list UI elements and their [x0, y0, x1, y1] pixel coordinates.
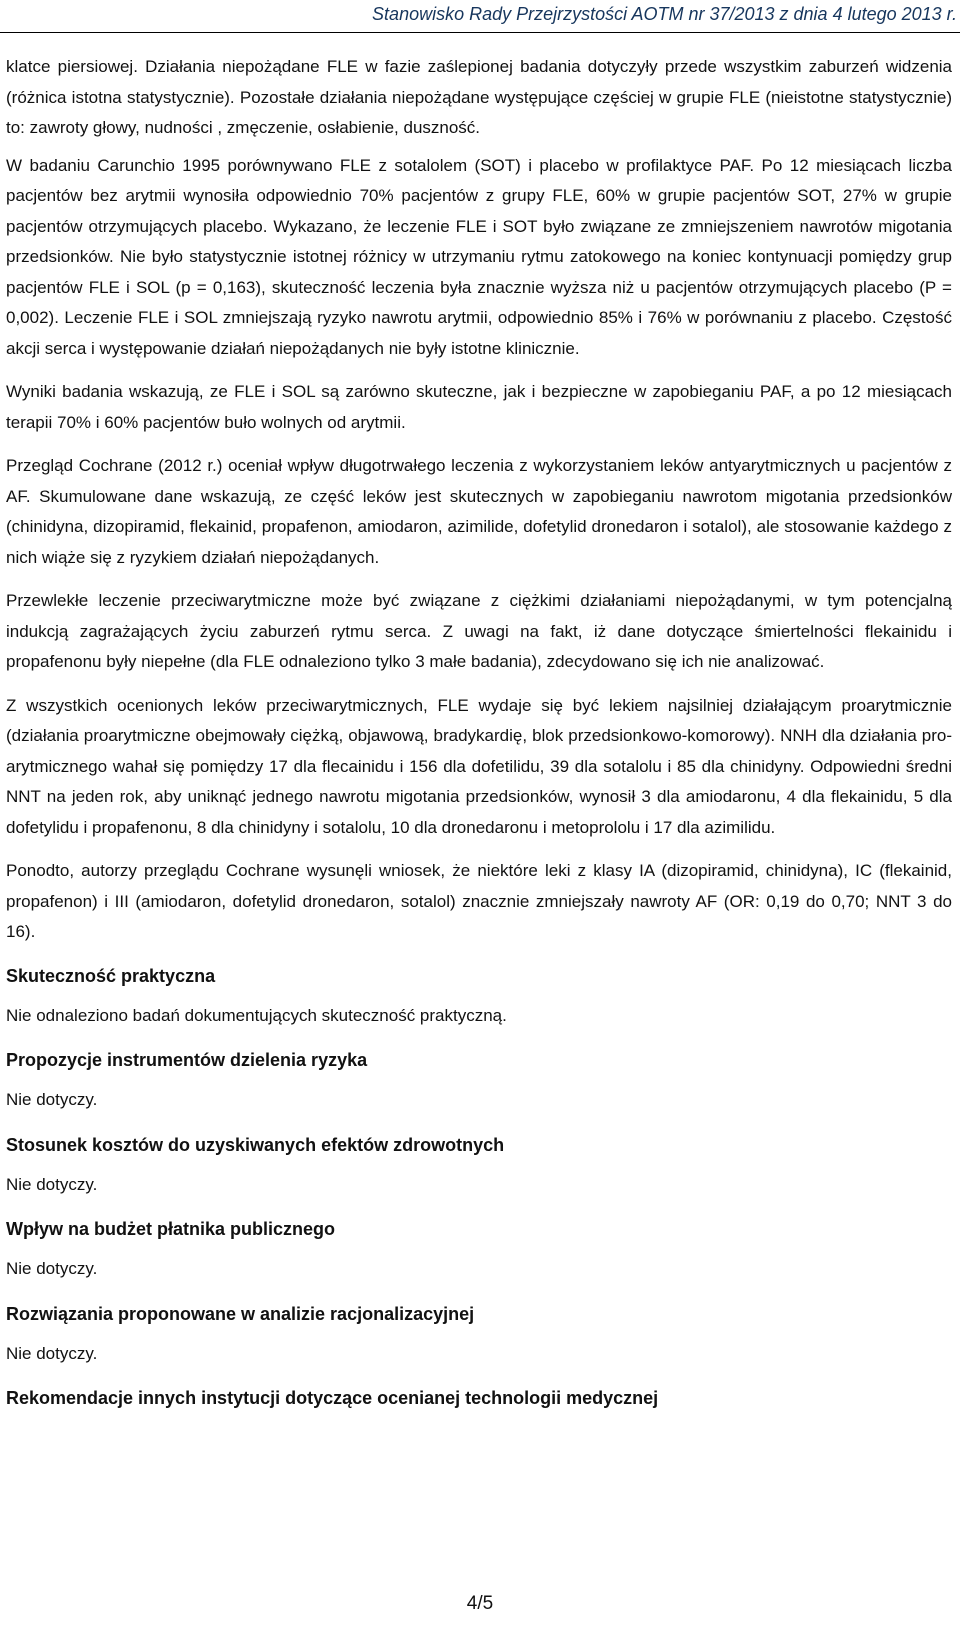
section-text: Nie odnaleziono badań dokumentujących skuteczność praktyczną.: [6, 1005, 507, 1025]
paragraph: Z wszystkich ocenionych leków przeciwarytmicznych, FLE wydaje się być lekiem najsilniej działającym proarytmicznie (działania proarytmiczne obejmowały ciężką, objawową, bradykardię, blok przedsionkowo-komorowy). NNH dla działania pro-arytmicznego wahał się pomiędzy 17 dla flecainidu i 156 dla dofetilidu, 39 dla sotalolu i 85 dla chinidyny. Odpowiedni średni NNT na jeden rok, aby uniknąć jednego nawrotu migotania przedsionków, wynosił 3 dla amiodaronu, 4 dla flekainidu, 5 dla dofetylidu i propafenonu, 8 dla chinidyny i sotalolu, 10 dla dronedaronu i metoprololu i 17 dla azimilidu.: [6, 695, 952, 837]
section-heading: Propozycje instrumentów dzielenia ryzyka: [6, 1050, 368, 1070]
paragraph: W badaniu Carunchio 1995 porównywano FLE z sotalolem (SOT) i placebo w profilaktyce PAF. Po 12 miesiącach liczba pacjentów bez arytmii wynosiła odpowiednio 70% pacjentów z grupy FLE, 60% w grupie pacjentów SOT, 27% w grupie pacjentów otrzymujących placebo. Wykazano, że leczenie FLE i SOT było związane ze zmniejszeniem nawrotów migotania przedsionków. Nie było statystycznie istotnej różnicy w utrzymaniu rytmu zatokowego na koniec kontynuacji pomiędzy grup pacjentów FLE i SOL (p = 0,163), skuteczność leczenia była znacznie wyższa niż u pacjentów otrzymujących placebo (P = 0,002). Leczenie FLE i SOL zmniejszają ryzyko nawrotu arytmii, odpowiednio 85% i 76% w porównaniu z placebo. Częstość akcji serca i występowanie działań niepożądanych nie były istotne klinicznie.: [6, 155, 952, 358]
section-heading: Skuteczność praktyczna: [6, 965, 216, 986]
paragraph: Wyniki badania wskazują, ze FLE i SOL są zarówno skuteczne, jak i bezpieczne w zapobieganiu PAF, a po 12 miesiącach terapii 70% i 60% pacjentów buło wolnych od arytmii.: [6, 382, 952, 432]
document-body: [6, 52, 952, 1423]
paragraph: Przegląd Cochrane (2012 r.) oceniał wpływ długotrwałego leczenia z wykorzystaniem leków antyarytmicznych u pacjentów z AF. Skumulowane dane wskazują, ze część leków jest skutecznych w zapobieganiu nawrotom migotania przedsionków (chinidyna, dizopiramid, flekainid, propafenon, amiodaron, azimilide, dofetylid dronedaron i sotalol), ale stosowanie każdego z nich wiąże się z ryzykiem działań niepożądanych.: [6, 456, 952, 567]
running-title: Stanowisko Rady Przejrzystości AOTM nr 37/2013 z dnia 4 lutego 2013 r.: [372, 4, 957, 24]
section-text: Nie dotyczy.: [6, 1174, 98, 1194]
paragraph: klatce piersiowej. Działania niepożądane FLE w fazie zaślepionej badania dotyczyły przede wszystkim zaburzeń widzenia (różnica istotna statystycznie). Pozostałe działania niepożądane występujące częściej w grupie FLE (nieistotne statystycznie) to: zawroty głowy, nudności , zmęczenie, osłabienie, duszność.: [6, 57, 952, 137]
paragraph: Przewlekłe leczenie przeciwarytmiczne może być związane z ciężkimi działaniami niepożądanymi, w tym potencjalną indukcją zagrażających życiu zaburzeń rytmu serca. Z uwagi na fakt, iż dane dotyczące śmiertelności flekainidu i propafenonu były niepełne (dla FLE odnaleziono tylko 3 małe badania), zdecydowano się ich nie analizować.: [6, 591, 952, 671]
section-text: Nie dotyczy.: [6, 1259, 98, 1278]
section-heading: Wpływ na budżet płatnika publicznego: [6, 1219, 336, 1239]
section-heading: Rozwiązania proponowane w analizie racjonalizacyjnej: [6, 1303, 475, 1324]
section-heading: Rekomendacje innych instytucji dotyczące ocenianej technologii medycznej: [6, 1388, 659, 1408]
section-text: Nie dotyczy.: [6, 1343, 98, 1363]
page-number: 4/5: [466, 1593, 494, 1614]
paragraph: Ponodto, autorzy przeglądu Cochrane wysunęli wniosek, że niektóre leki z klasy IA (dizopiramid, chinidyna), IC (flekainid, propafenon) i III (amiodaron, dofetylid dronedaron, sotalol) znacznie zmniejszały nawroty AF (OR: 0,19 do 0,70; NNT 3 do 16).: [6, 861, 952, 941]
section-heading: Stosunek kosztów do uzyskiwanych efektów zdrowotnych: [6, 1134, 505, 1155]
section-text: Nie dotyczy.: [6, 1090, 98, 1109]
page-header: [0, 2, 960, 33]
